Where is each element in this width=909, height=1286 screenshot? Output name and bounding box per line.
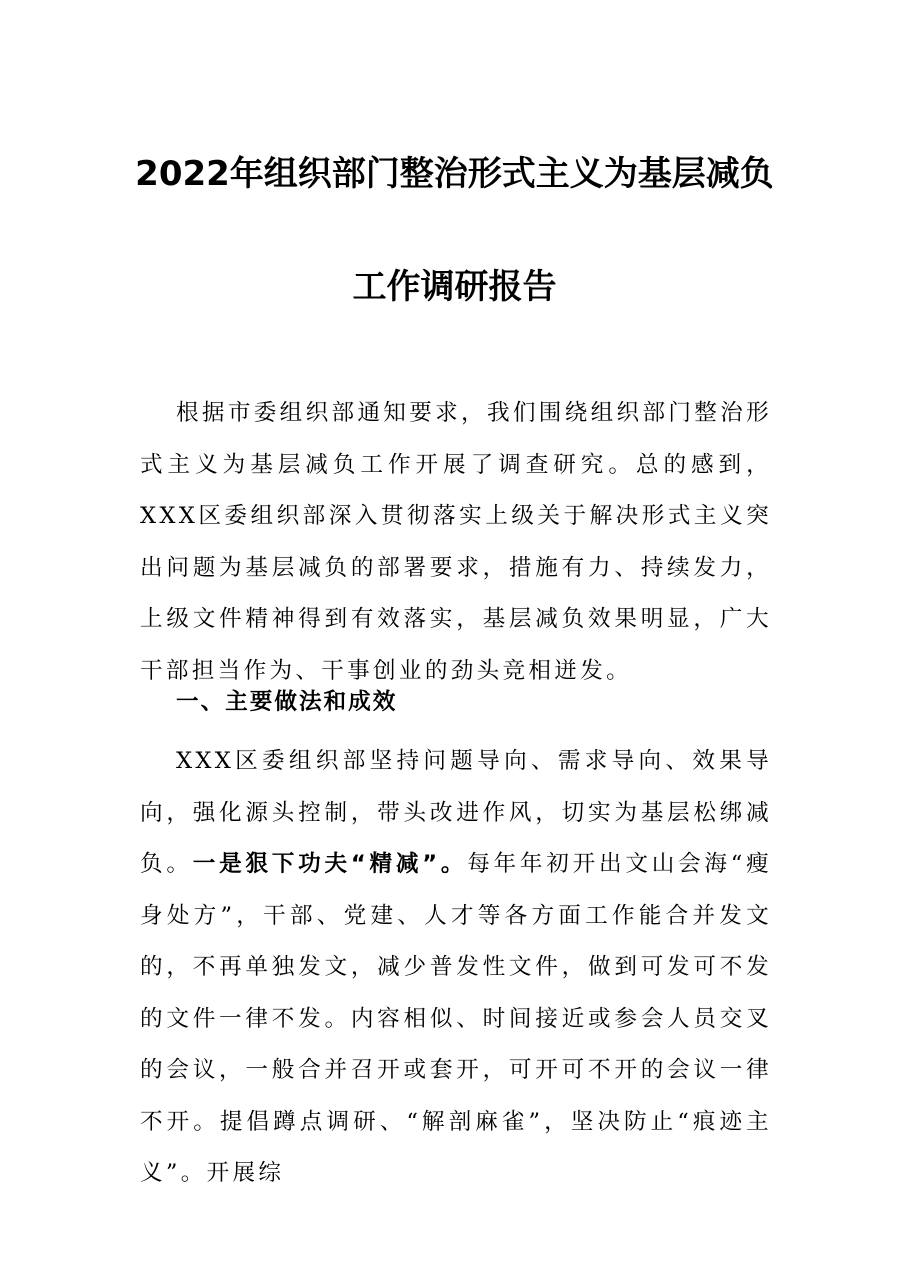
paragraph-main-practices [140, 736, 772, 1200]
paragraph-main-practices-intro: XXX区委组织部坚持问题导向、需求导向、效果导向，强化源头控制，带头改进作风，切实为基层松绑减负。 [140, 748, 772, 877]
document-title-line-2: 工作调研报告 [352, 267, 557, 307]
section-heading-main-practices: 一、主要做法和成效 [176, 689, 398, 715]
paragraph-intro: 根据市委组织部通知要求，我们围绕组织部门整治形式主义为基层减负工作开展了调查研究。总的感到，XXX区委组织部深入贯彻落实上级关于解决形式主义突出问题为基层减负的部署要求，措施有力、持续发力，上级文件精神得到有效落实，基层减负效果明显，广大干部担当作为、干事创业的劲头竞相迸发。 [140, 400, 772, 684]
paragraph-main-practices-bold-point: 一是狠下功夫“精减”。 [192, 851, 468, 877]
paragraph-main-practices-rest: 每年年初开出文山会海“瘦身处方”，干部、党建、人才等各方面工作能合并发文的，不再单独发文，减少普发性文件，做到可发可不发的文件一律不发。内容相似、时间接近或参会人员交叉的会议，一般合并召开或套开，可开可不开的会议一律不开。提倡蹲点调研、“解剖麻雀”，坚决防止“痕迹主义”。开展综 [140, 851, 772, 1186]
document-title-line-1: 2022年组织部门整治形式主义为基层减负 [135, 154, 774, 194]
